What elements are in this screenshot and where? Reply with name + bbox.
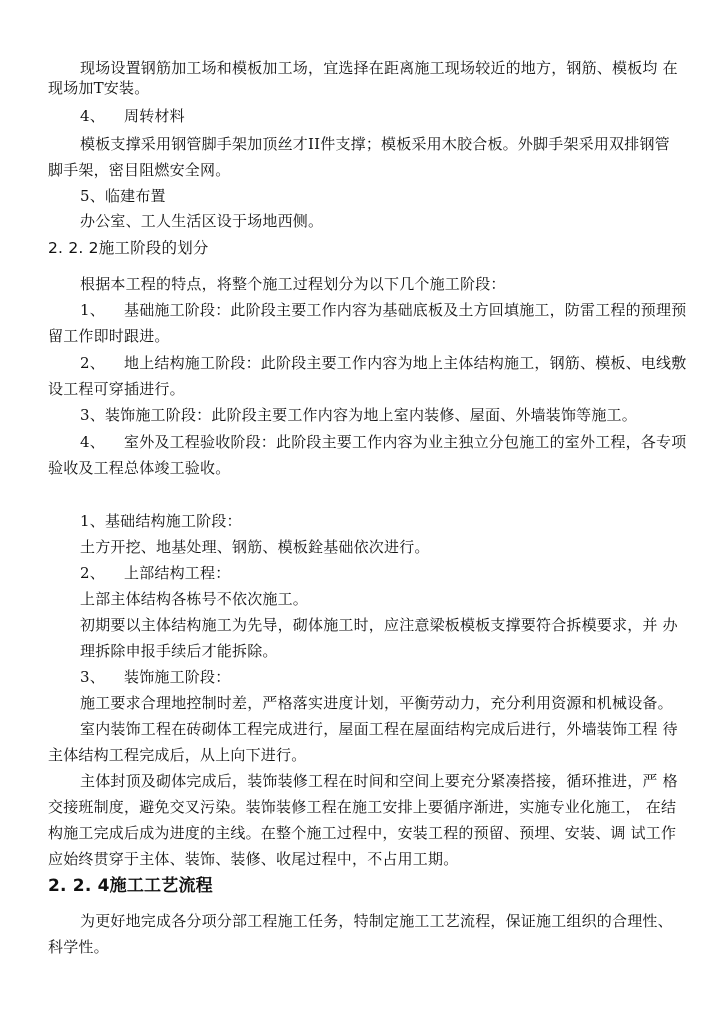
list-title: 装饰施工阶段： <box>124 668 231 686</box>
list-number: 4、 <box>80 107 105 125</box>
list-number: 3、 <box>80 668 105 686</box>
paragraph-line: 留工作即时跟进。 <box>48 327 170 345</box>
paragraph-line: 脚手架，密目阻燃安全网。 <box>48 161 231 179</box>
stage-item-foundation <box>80 300 686 320</box>
subsection-decoration-stage <box>80 667 230 687</box>
paragraph-line: 科学性。 <box>48 938 109 956</box>
section-heading: 2. 2. 2施工阶段的划分 <box>48 239 209 257</box>
paragraph-line: 交接班制度，避免交叉污染。装饰装修工程在施工安排上要循序渐进，实施专业化施工， 在结 <box>48 798 677 816</box>
paragraph-line: 理拆除申报手续后才能拆除。 <box>80 642 278 660</box>
paragraph-line: 上部主体结构各栋号不依次施工。 <box>80 590 309 608</box>
list-number: 4、 <box>80 433 105 451</box>
paragraph-line: 现场加T安装。 <box>48 79 150 97</box>
stage-item-superstructure <box>80 353 686 373</box>
paragraph-line: 室内装饰工程在砖砌体工程完成进行，屋面工程在屋面结构完成后进行，外墙装饰工程 待 <box>80 720 678 738</box>
list-number: 2、 <box>80 354 105 372</box>
paragraph-line: 设工程可穿插进行。 <box>48 380 185 398</box>
stage-item-acceptance <box>80 432 686 452</box>
list-text: 室外及工程验收阶段：此阶段主要工作内容为业主独立分包施工的室外工程，各专项 <box>124 433 687 451</box>
paragraph-line: 办公室、工人生活区设于场地西侧。 <box>80 212 324 230</box>
paragraph-line: 主体封顶及砌体完成后，装饰装修工程在时间和空间上要充分紧凑搭接，循环推进，严 格 <box>80 772 678 790</box>
paragraph-line: 为更好地完成各分项分部工程施工任务，特制定施工工艺流程，保证施工组织的合理性、 <box>80 912 673 930</box>
paragraph-line: 应始终贯穿于主体、装饰、装修、收尾过程中，不占用工期。 <box>48 850 459 868</box>
paragraph-line: 构施工完成后成为进度的主线。在整个施工过程中，安装工程的预留、预埋、安装、调 试工作 <box>48 824 677 842</box>
list-title: 周转材料 <box>124 107 185 125</box>
subsection-upper-structure <box>80 563 230 583</box>
section-heading: 2. 2. 4施工工艺流程 <box>48 876 213 896</box>
paragraph-line: 验收及工程总体竣工验收。 <box>48 459 231 477</box>
stage-item-decoration: 3、装饰施工阶段：此阶段主要工作内容为地上室内装修、屋面、外墙装饰等施工。 <box>80 406 637 424</box>
list-item-turnover-materials <box>80 106 185 126</box>
list-text: 地上结构施工阶段：此阶段主要工作内容为地上主体结构施工，钢筋、模板、电线敷 <box>124 354 687 372</box>
paragraph-line: 初期要以主体结构施工为先导，砌体施工时，应注意梁板模板支撑要符合拆模要求，并 办 <box>80 616 678 634</box>
paragraph-line: 模板支撑采用钢管脚手架加顶丝才II件支撑；模板采用木胶合板。外脚手架采用双排钢管 <box>80 135 670 153</box>
list-title: 上部结构工程： <box>124 564 231 582</box>
list-text: 基础施工阶段：此阶段主要工作内容为基础底板及土方回填施工，防雷工程的预理预 <box>124 301 687 319</box>
list-item-temporary-facilities: 5、临建布置 <box>80 187 166 205</box>
paragraph-line: 现场设置钢筋加工场和模板加工场，宜选择在距离施工现场较近的地方，钢筋、模板均 在 <box>80 59 678 77</box>
list-number: 1、 <box>80 301 105 319</box>
list-number: 2、 <box>80 564 105 582</box>
paragraph-line: 施工要求合理地控制时差，严格落实进度计划，平衡劳动力，充分利用资源和机械设备。 <box>80 694 673 712</box>
paragraph-line: 土方开挖、地基处理、钢筋、模板銓基础依次进行。 <box>80 538 430 556</box>
paragraph-line: 根据本工程的特点，将整个施工过程划分为以下几个施工阶段： <box>80 275 506 293</box>
paragraph-line: 主体结构工程完成后，从上向下进行。 <box>48 746 307 764</box>
subsection-foundation-stage: 1、基础结构施工阶段： <box>80 512 242 530</box>
